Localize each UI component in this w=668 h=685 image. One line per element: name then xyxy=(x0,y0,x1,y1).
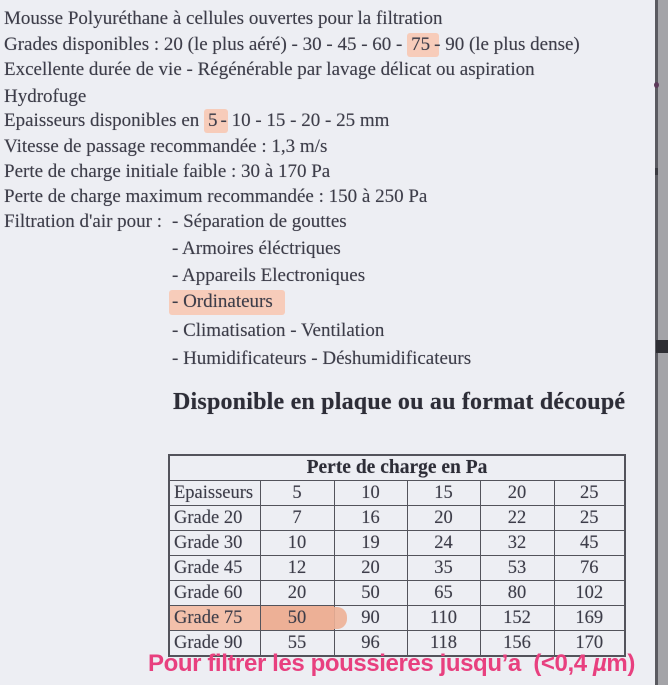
list-item-appareils: - Appareils Electroniques xyxy=(172,265,366,286)
cell-highlighted: 50 xyxy=(260,606,334,631)
list-item-separation: - Séparation de gouttes xyxy=(172,211,347,232)
cell: 12 xyxy=(260,556,334,581)
header-epaisseurs: Epaisseurs xyxy=(169,481,260,506)
intro-line-grades xyxy=(4,34,580,56)
intro-line-thickness xyxy=(4,110,389,132)
thickness-text-pre: Epaisseurs disponibles en xyxy=(4,110,205,131)
cell: 118 xyxy=(407,631,480,657)
pressure-drop-table xyxy=(168,454,626,657)
cell: 102 xyxy=(554,581,625,606)
filtration-label: Filtration d'air pour : xyxy=(4,211,163,232)
cell: 7 xyxy=(260,506,334,531)
section-heading: Disponible en plaque ou au format découpé xyxy=(173,389,626,415)
cell: 24 xyxy=(407,531,480,556)
cell: 20 xyxy=(407,506,480,531)
grades-text-pre: Grades disponibles : 20 (le plus aéré) - 30 - 45 - 60 - xyxy=(4,34,408,55)
header-20: 20 xyxy=(480,481,554,506)
cell: 65 xyxy=(407,581,480,606)
cell: 10 xyxy=(260,531,334,556)
list-item-humidificateurs: - Humidificateurs - Déshumidificateurs xyxy=(172,348,472,369)
ordinateurs-highlight: - Ordinateurs xyxy=(169,290,285,315)
grades-text-post: - 90 (le plus dense) xyxy=(434,34,580,55)
table-row-grade-30 xyxy=(169,531,625,556)
cell: 16 xyxy=(334,506,407,531)
thickness-text-post: - 10 - 15 - 20 - 25 mm xyxy=(220,110,390,131)
cell: 19 xyxy=(334,531,407,556)
thickness-5-highlight: 5 xyxy=(204,109,228,133)
annotation-pre: Pour filtrer les poussieres jusqu’a (<0,4 xyxy=(148,650,593,677)
row-label: Grade 30 xyxy=(169,531,260,556)
cell: 96 xyxy=(334,631,407,657)
row-label-highlighted: Grade 75 xyxy=(169,606,260,631)
table-row-grade-45 xyxy=(169,556,625,581)
table-row-grade-20 xyxy=(169,506,625,531)
table-title: Perte de charge en Pa xyxy=(169,455,625,481)
row-label: Grade 90 xyxy=(169,631,260,657)
row-label: Grade 60 xyxy=(169,581,260,606)
row-label: Grade 45 xyxy=(169,556,260,581)
cell: 90 xyxy=(334,606,407,631)
cell: 22 xyxy=(480,506,554,531)
micron-symbol: µ xyxy=(592,650,607,677)
table-row-grade-60 xyxy=(169,581,625,606)
cell: 32 xyxy=(480,531,554,556)
table-row-grade-75 xyxy=(169,606,625,631)
annotation-text xyxy=(148,650,635,678)
list-item-armoires: - Armoires éléctriques xyxy=(172,238,341,259)
list-item-climatisation: - Climatisation - Ventilation xyxy=(172,320,385,341)
cell: 50 xyxy=(334,581,407,606)
intro-line-max-dp: Perte de charge maximum recommandée : 150 à 250 Pa xyxy=(4,186,428,207)
intro-line-durability: Excellente durée de vie - Régénérable par lavage délicat ou aspiration xyxy=(4,59,535,80)
table-header-row xyxy=(169,481,625,506)
cell: 76 xyxy=(554,556,625,581)
cell: 55 xyxy=(260,631,334,657)
row-label: Grade 20 xyxy=(169,506,260,531)
grade-75-highlight: 75 xyxy=(407,33,439,57)
cell: 45 xyxy=(554,531,625,556)
scan-artifact-dot xyxy=(654,82,659,88)
cell: 53 xyxy=(480,556,554,581)
intro-line-velocity: Vitesse de passage recommandée : 1,3 m/s xyxy=(4,136,328,157)
cell: 20 xyxy=(260,581,334,606)
header-15: 15 xyxy=(407,481,480,506)
list-item-ordinateurs xyxy=(172,291,285,313)
cell: 20 xyxy=(334,556,407,581)
table-title-row xyxy=(169,455,625,481)
cell: 152 xyxy=(480,606,554,631)
intro-line-initial-dp: Perte de charge initiale faible : 30 à 170 Pa xyxy=(4,161,331,182)
cell: 35 xyxy=(407,556,480,581)
cell: 169 xyxy=(554,606,625,631)
cell: 25 xyxy=(554,506,625,531)
intro-line-hydrofuge: Hydrofuge xyxy=(4,86,87,107)
header-25: 25 xyxy=(554,481,625,506)
annotation-post: m) xyxy=(606,650,635,677)
scan-artifact-tick xyxy=(655,168,658,175)
cell: 156 xyxy=(480,631,554,657)
cell: 80 xyxy=(480,581,554,606)
scan-artifact-blob xyxy=(656,340,668,353)
header-5: 5 xyxy=(260,481,334,506)
intro-line-title: Mousse Polyuréthane à cellules ouvertes pour la filtration xyxy=(4,8,443,29)
cell: 110 xyxy=(407,606,480,631)
cell: 170 xyxy=(554,631,625,657)
header-10: 10 xyxy=(334,481,407,506)
